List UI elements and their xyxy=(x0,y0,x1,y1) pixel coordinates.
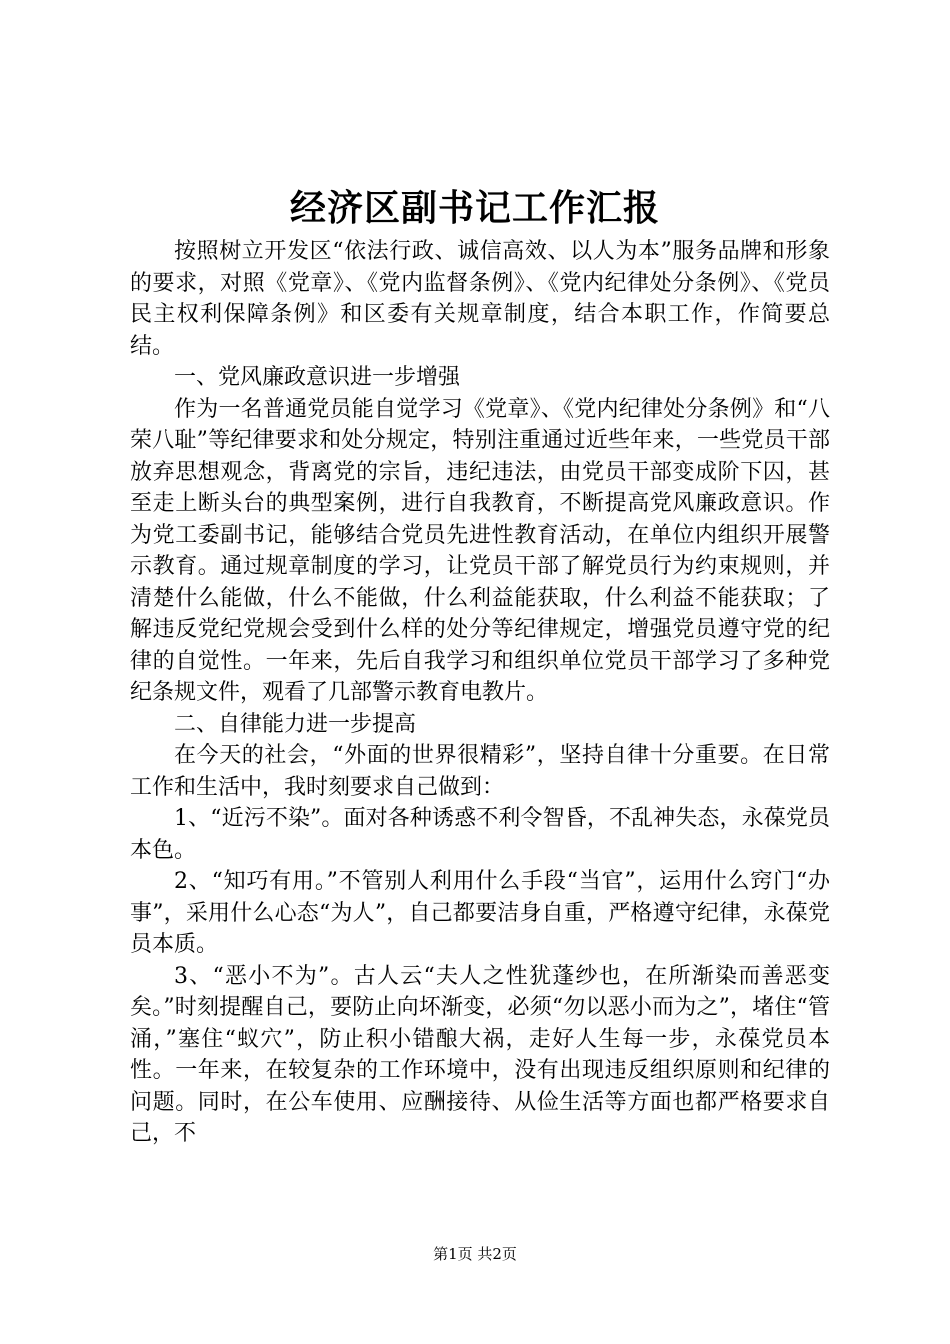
document-body xyxy=(130,236,830,1150)
list-item-3: 3、“恶小不为”。古人云“夫人之性犹蓬纱也，在所渐染而善恶变矣。”时刻提醒自己，要防止向坏渐变，必须“勿以恶小而为之”，堵住“管涌，”塞住“蚁穴”，防止积小错酿大祸，走好人生每一步，永葆党员本性。一年来，在较复杂的工作环境中，没有出现违反组织原则和纪律的问题。同时，在公车使用、应酬接待、从俭生活等方面也都严格要求自己，不 xyxy=(130,963,830,1146)
intro-paragraph: 按照树立开发区“依法行政、诚信高效、以人为本”服务品牌和形象的要求，对照《党章》、《党内监督条例》、《党内纪律处分条例》、《党员民主权利保障条例》和区委有关规章制度，结合本职工作，作简要总结。 xyxy=(130,239,830,359)
list-item-1: 1、“近污不染”。面对各种诱惑不利令智昏，不乱神失态，永葆党员本色。 xyxy=(130,806,830,863)
section-heading-1: 一、党风廉政意识进一步增强 xyxy=(174,365,461,390)
page-footer: 第1页 共2页 xyxy=(433,1245,517,1263)
section-heading-2: 二、自律能力进一步提高 xyxy=(174,711,417,737)
section-2-intro-paragraph: 在今天的社会，“外面的世界很精彩”，坚持自律十分重要。在日常工作和生活中，我时刻要求自己做到： xyxy=(130,743,830,800)
document-title: 经济区副书记工作汇报 xyxy=(289,187,660,229)
section-1-paragraph: 作为一名普通党员能自觉学习《党章》、《党内纪律处分条例》和“八荣八耻”等纪律要求和处分规定，特别注重通过近些年来，一些党员干部放弃思想观念，背离党的宗旨，违纪违法，由党员干部变成阶下囚，甚至走上断头台的典型案例，进行自我教育，不断提高党风廉政意识。作为党工委副书记，能够结合党员先进性教育活动，在单位内组织开展警示教育。通过规章制度的学习，让党员干部了解党员行为约束规则，并清楚什么能做，什么不能做，什么利益能获取，什么利益不能获取；了解违反党纪党规会受到什么样的处分等纪律规定，增强党员遵守党的纪律的自觉性。一年来，先后自我学习和组织单位党员干部学习了多种党纪条规文件，观看了几部警示教育电教片。 xyxy=(130,396,830,705)
list-item-2: 2、“知巧有用。”不管别人利用什么手段“当官”，运用什么窍门“办事”，采用什么心态“为人”，自己都要洁身自重，严格遵守纪律，永葆党员本质。 xyxy=(130,869,830,957)
